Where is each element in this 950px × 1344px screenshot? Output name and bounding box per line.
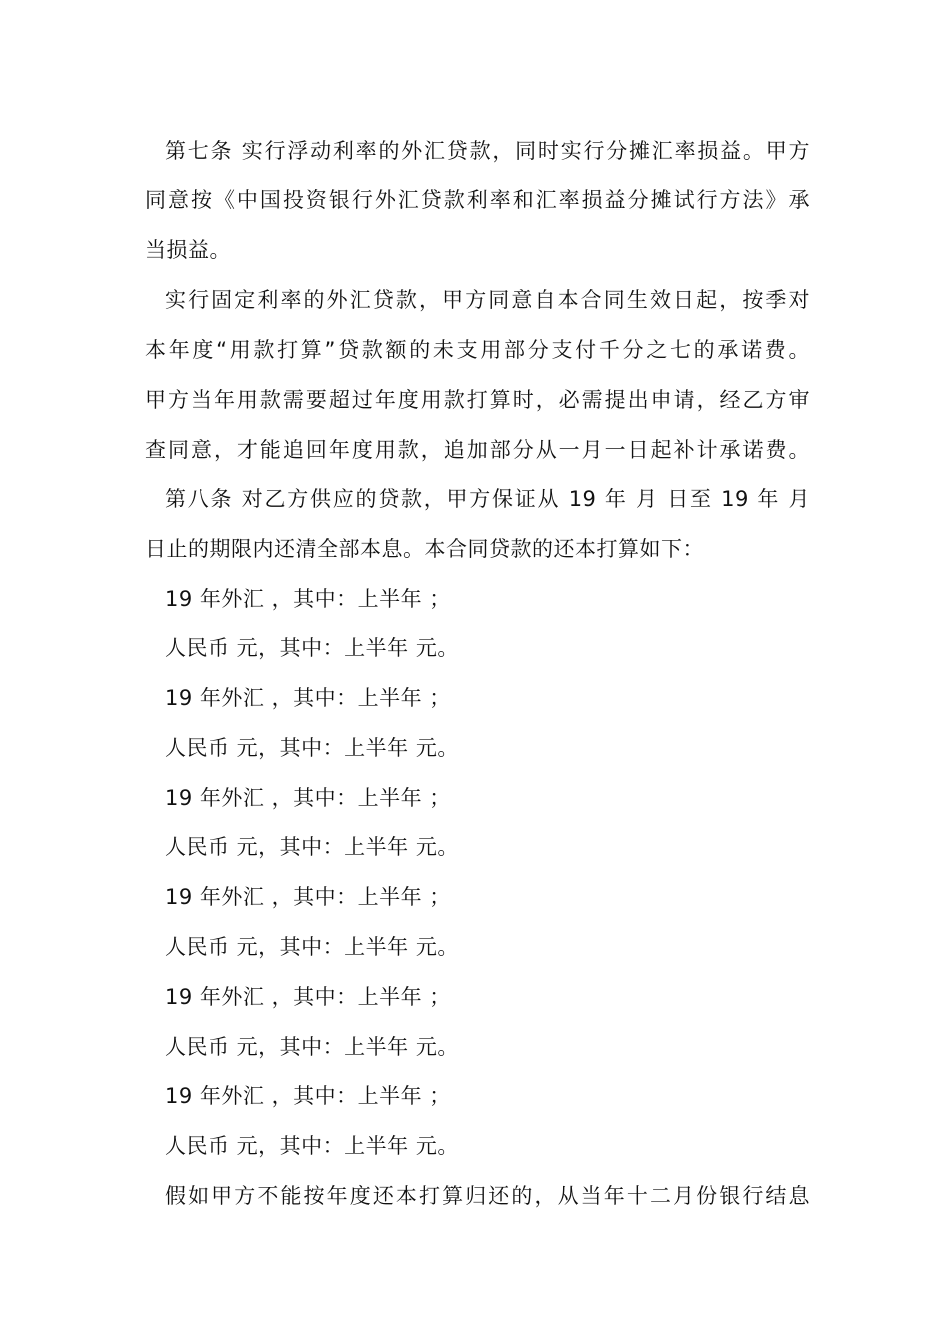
repayment-rmb-line: 人民币 元，其中：上半年 元。 (165, 636, 459, 660)
article-7-line-3: 当损益。 (145, 238, 231, 262)
repayment-rmb-line: 人民币 元，其中：上半年 元。 (165, 736, 459, 760)
repayment-rmb-line: 人民币 元，其中：上半年 元。 (165, 1134, 459, 1158)
repayment-foreign-line: 19 年外汇 ，其中：上半年 ； (165, 985, 451, 1009)
repayment-foreign-line: 19 年外汇 ，其中：上半年 ； (165, 587, 451, 611)
fixed-rate-line-2: 本年度“用款打算”贷款额的未支用部分支付千分之七的承诺费。 (145, 338, 810, 362)
article-8-line-2: 日止的期限内还清全部本息。本合同贷款的还本打算如下： (145, 537, 704, 561)
fixed-rate-line-4: 查同意，才能追回年度用款，追加部分从一月一日起补计承诺费。 (145, 438, 810, 462)
article-8-line-1: 第八条 对乙方供应的贷款，甲方保证从 19 年 月 日至 19 年 月 (165, 487, 810, 511)
repayment-foreign-line: 19 年外汇 ，其中：上半年 ； (165, 786, 451, 810)
article-7-line-2: 同意按《中国投资银行外汇贷款利率和汇率损益分摊试行方法》承 (145, 188, 810, 212)
repayment-foreign-line: 19 年外汇 ，其中：上半年 ； (165, 1084, 451, 1108)
article-7-line-1: 第七条 实行浮动利率的外汇贷款，同时实行分摊汇率损益。甲方 (165, 139, 810, 163)
fixed-rate-line-3: 甲方当年用款需要超过年度用款打算时，必需提出申请，经乙方审 (145, 388, 810, 412)
fixed-rate-line-1: 实行固定利率的外汇贷款，甲方同意自本合同生效日起，按季对 (165, 288, 810, 312)
repayment-rmb-line: 人民币 元，其中：上半年 元。 (165, 1035, 459, 1059)
default-clause-line-1: 假如甲方不能按年度还本打算归还的，从当年十二月份银行结息 (165, 1184, 810, 1208)
repayment-foreign-line: 19 年外汇 ，其中：上半年 ； (165, 885, 451, 909)
repayment-rmb-line: 人民币 元，其中：上半年 元。 (165, 935, 459, 959)
repayment-foreign-line: 19 年外汇 ，其中：上半年 ； (165, 686, 451, 710)
repayment-rmb-line: 人民币 元，其中：上半年 元。 (165, 835, 459, 859)
